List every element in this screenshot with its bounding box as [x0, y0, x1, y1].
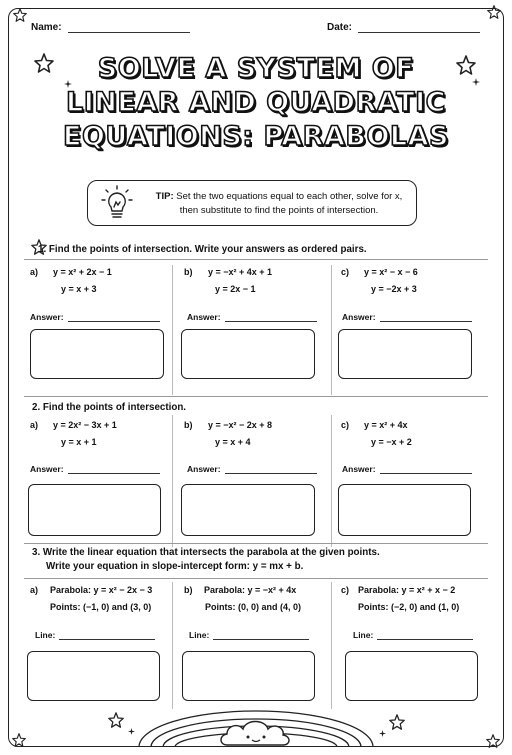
- star-icon: [487, 5, 501, 19]
- given-points: Points: (0, 0) and (4, 0): [205, 602, 302, 612]
- answer-box[interactable]: [27, 651, 160, 701]
- name-field[interactable]: [31, 22, 190, 33]
- item-label: c): [341, 585, 350, 595]
- tip-text: [144, 190, 414, 218]
- line-label: Line:: [189, 630, 210, 640]
- answer-label: Answer:: [30, 312, 64, 322]
- tip-line-2: then substitute to find the points of intersection.: [179, 205, 379, 216]
- item-label: c): [341, 267, 350, 277]
- divider: [24, 578, 488, 579]
- equation-2: y = x + 3: [61, 284, 97, 294]
- q2-heading: 2. Find the points of intersection.: [32, 402, 187, 413]
- name-line: [68, 22, 190, 33]
- answer-box[interactable]: [181, 329, 315, 379]
- answer-label: Answer:: [187, 312, 221, 322]
- column-divider: [172, 582, 173, 709]
- equation-1: y = −x² + 4x + 1: [208, 267, 273, 277]
- answer-box[interactable]: [182, 651, 315, 701]
- q3-heading: [32, 546, 380, 574]
- answer-field[interactable]: [30, 464, 160, 474]
- given-points: Points: (−1, 0) and (3, 0): [50, 602, 152, 612]
- lightbulb-icon: [100, 185, 134, 221]
- answer-line: [380, 465, 472, 474]
- q3-heading-line-1: 3. Write the linear equation that intersects the parabola at the given points.: [32, 547, 380, 558]
- star-icon: [486, 734, 500, 748]
- column-divider: [172, 415, 173, 547]
- equation-2: y = −x + 2: [371, 437, 412, 447]
- answer-line: [68, 313, 160, 322]
- title-line-1: SOLVE A SYSTEM OF: [97, 53, 415, 84]
- item-label: a): [30, 420, 39, 430]
- answer-field[interactable]: [187, 312, 317, 322]
- answer-line: [377, 631, 473, 640]
- tip-box: [87, 180, 417, 226]
- answer-label: Answer:: [30, 464, 64, 474]
- sparkle-icon: [128, 728, 135, 735]
- q3-heading-line-2: Write your equation in slope-intercept form: y = mx + b.: [46, 561, 304, 572]
- answer-box[interactable]: [338, 329, 472, 379]
- divider: [24, 396, 488, 397]
- answer-label: Answer:: [187, 464, 221, 474]
- rainbow-cloud-icon: [131, 705, 381, 747]
- item-label: b): [184, 420, 193, 430]
- item-label: c): [341, 420, 350, 430]
- column-divider: [331, 582, 332, 709]
- answer-line: [68, 465, 160, 474]
- star-icon: [389, 714, 405, 730]
- answer-line: [225, 313, 317, 322]
- line-field[interactable]: [353, 630, 473, 640]
- parabola-equation: Parabola: y = x² − 2x − 3: [50, 585, 153, 595]
- tip-label: TIP:: [155, 191, 174, 202]
- date-label: Date:: [327, 22, 353, 33]
- answer-field[interactable]: [342, 464, 472, 474]
- item-label: b): [184, 585, 193, 595]
- line-field[interactable]: [35, 630, 155, 640]
- item-label: a): [30, 585, 39, 595]
- line-field[interactable]: [189, 630, 309, 640]
- equation-1: y = x² − x − 6: [364, 267, 418, 277]
- equation-1: y = x² + 2x − 1: [53, 267, 112, 277]
- answer-line: [225, 465, 317, 474]
- worksheet-title: [0, 52, 512, 154]
- tip-line-1: Set the two equations equal to each other, solve for x,: [173, 191, 403, 202]
- equation-2: y = x + 4: [215, 437, 251, 447]
- q1-heading: 1. Find the points of intersection. Write your answers as ordered pairs.: [38, 244, 367, 255]
- answer-line: [213, 631, 309, 640]
- line-label: Line:: [353, 630, 374, 640]
- item-label: b): [184, 267, 193, 277]
- line-label: Line:: [35, 630, 56, 640]
- equation-2: y = x + 1: [61, 437, 97, 447]
- divider: [24, 259, 488, 260]
- divider: [24, 543, 488, 544]
- parabola-equation: Parabola: y = x² + x − 2: [358, 585, 456, 595]
- answer-box[interactable]: [345, 651, 478, 701]
- answer-line: [59, 631, 155, 640]
- answer-field[interactable]: [30, 312, 160, 322]
- star-icon: [13, 8, 27, 22]
- answer-field[interactable]: [187, 464, 317, 474]
- star-icon: [12, 733, 26, 747]
- answer-line: [380, 313, 472, 322]
- given-points: Points: (−2, 0) and (1, 0): [358, 602, 460, 612]
- equation-1: y = −x² − 2x + 8: [208, 420, 273, 430]
- answer-field[interactable]: [342, 312, 472, 322]
- date-line: [358, 22, 480, 33]
- answer-box[interactable]: [30, 329, 164, 379]
- item-label: a): [30, 267, 39, 277]
- sparkle-icon: [379, 730, 386, 737]
- title-line-2: LINEAR AND QUADRATIC: [66, 87, 446, 118]
- star-icon: [108, 712, 124, 728]
- column-divider: [331, 415, 332, 547]
- name-label: Name:: [31, 22, 62, 33]
- answer-box[interactable]: [28, 484, 161, 536]
- answer-label: Answer:: [342, 464, 376, 474]
- parabola-equation: Parabola: y = −x² + 4x: [204, 585, 297, 595]
- equation-2: y = 2x − 1: [215, 284, 256, 294]
- answer-box[interactable]: [338, 484, 471, 536]
- equation-2: y = −2x + 3: [371, 284, 417, 294]
- column-divider: [331, 265, 332, 395]
- date-field[interactable]: [327, 22, 480, 33]
- title-line-3: EQUATIONS: PARABOLAS: [63, 121, 449, 152]
- equation-1: y = 2x² − 3x + 1: [53, 420, 117, 430]
- answer-label: Answer:: [342, 312, 376, 322]
- column-divider: [172, 265, 173, 395]
- answer-box[interactable]: [181, 484, 315, 536]
- equation-1: y = x² + 4x: [364, 420, 408, 430]
